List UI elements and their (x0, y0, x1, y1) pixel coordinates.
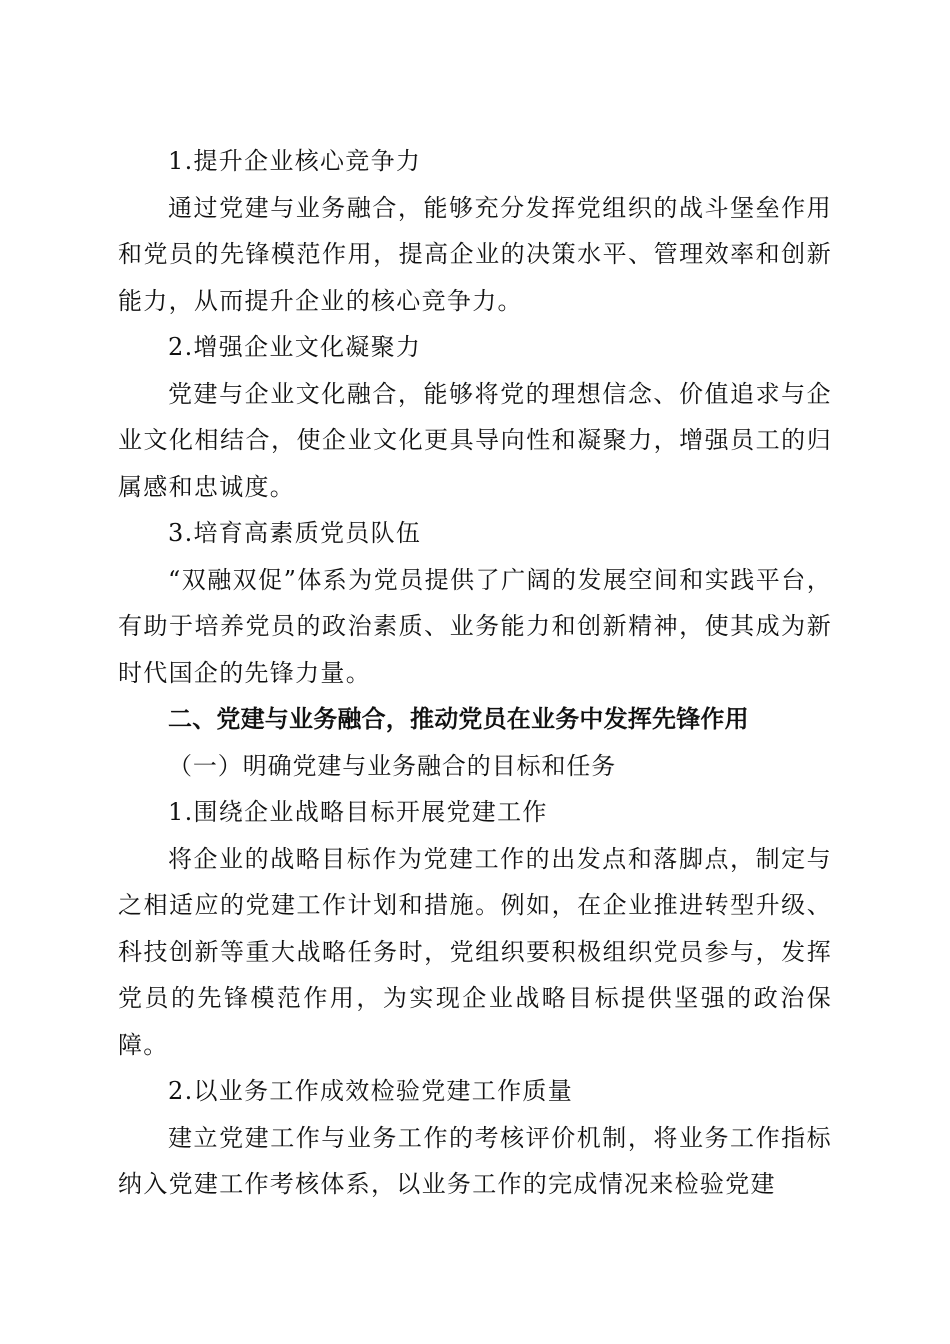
item-heading-3: 3.培育高素质党员队伍 (168, 519, 422, 547)
item-heading-2: 2.增强企业文化凝聚力 (168, 333, 422, 361)
paragraph-strategy: 将企业的战略目标作为党建工作的出发点和落脚点，制定与之相适应的党建工作计划和措施。例如，在企业推进转型升级、科技创新等重大战略任务时，党组织要积极组织党员参与，发挥党员的先锋模范作用，为实现企业战略目标提供坚强的政治保障。 (118, 844, 832, 1059)
item-heading-quality: 2.以业务工作成效检验党建工作质量 (168, 1077, 573, 1105)
item-heading-1: 1.提升企业核心竞争力 (168, 147, 422, 175)
paragraph-culture-cohesion: 党建与企业文化融合，能够将党的理想信念、价值追求与企业文化相结合，使企业文化更具导向性和凝聚力，增强员工的归属感和忠诚度。 (118, 379, 832, 501)
subsection-heading: （一）明确党建与业务融合的目标和任务 (168, 751, 617, 780)
paragraph-evaluation: 建立党建工作与业务工作的考核评价机制，将业务工作指标纳入党建工作考核体系，以业务工作的完成情况来检验党建 (118, 1123, 832, 1198)
paragraph-member-team: “双融双促”体系为党员提供了广阔的发展空间和实践平台，有助于培养党员的政治素质、业务能力和创新精神，使其成为新时代国企的先锋力量。 (118, 565, 832, 687)
document-page (118, 138, 832, 1208)
section-heading: 二、党建与业务融合，推动党员在业务中发挥先锋作用 (168, 705, 749, 733)
item-heading-strategy: 1.围绕企业战略目标开展党建工作 (168, 798, 548, 826)
paragraph-core-competitiveness: 通过党建与业务融合，能够充分发挥党组织的战斗堡垒作用和党员的先锋模范作用，提高企业的决策水平、管理效率和创新能力，从而提升企业的核心竞争力。 (118, 193, 832, 315)
